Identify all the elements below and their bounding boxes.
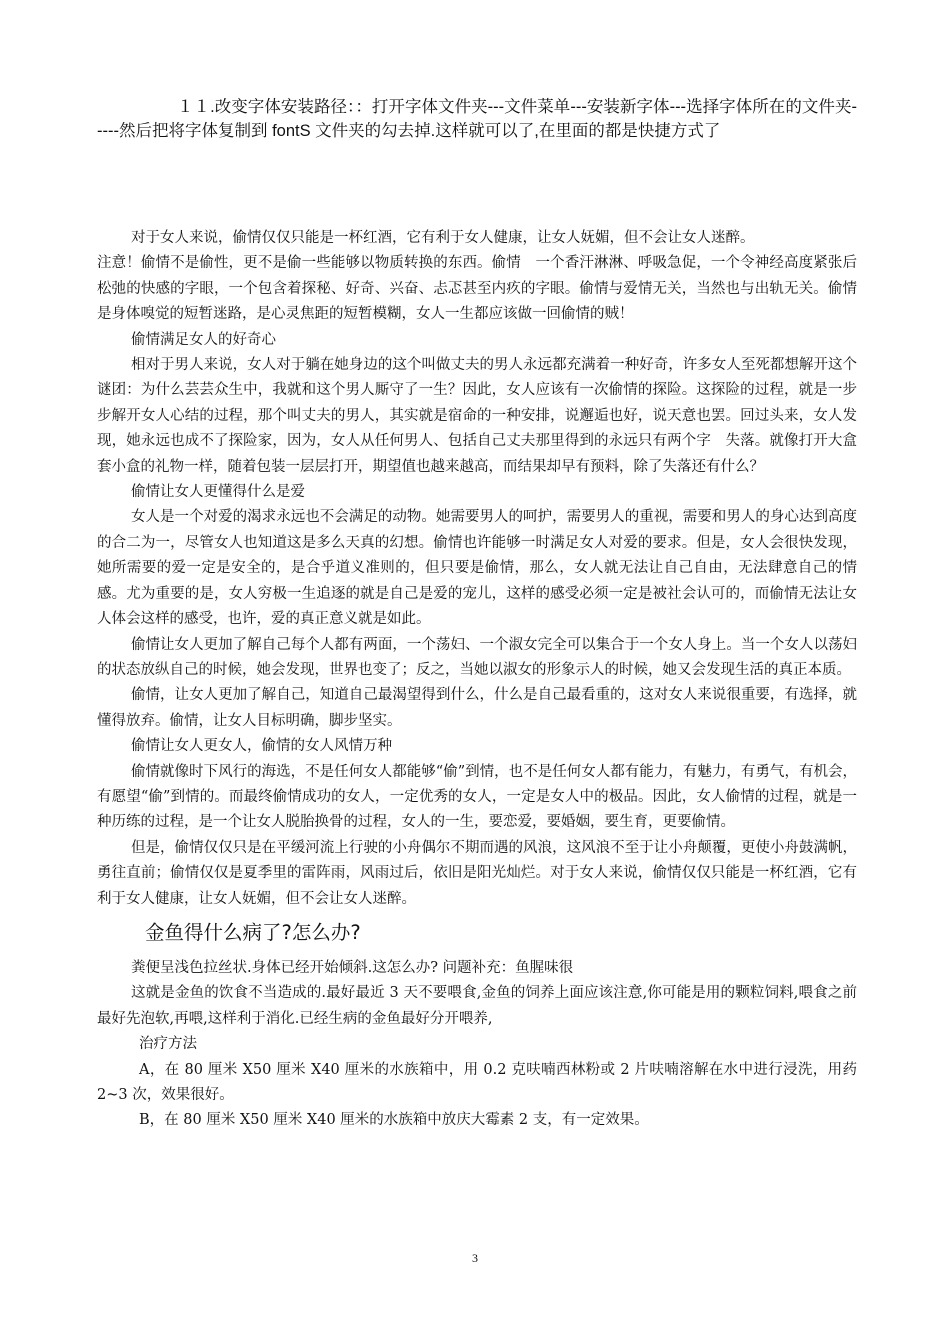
goldfish-title: 金鱼得什么病了?怎么办? — [145, 920, 361, 944]
paragraph-curiosity: 相对于男人来说，女人对于躺在她身边的这个叫做丈夫的男人永远都充满着一种好奇，许多女人至死都想解开这个谜团：为什么芸芸众生中，我就和这个男人厮守了一生？因此，女人应该有一次偷情的探险。这探险的过程，就是一步步解开女人心结的过程，那个叫丈夫的男人，其实就是宿命的一种安排，说邂逅也好，说天意也罢。回过头来，女人发现，她永远也成不了探险家，因为，女人从任何男人、包括自己丈夫那里得到的永远只有两个字 失落。就像打开大盒套小盒的礼物一样，随着包装一层层打开，期望值也越来越高，而结果却早有预料，除了失落还有什么？ — [97, 357, 857, 475]
treatment-item-b: B，在 80 厘米 X50 厘米 X40 厘米的水族箱中放庆大霉素 2 支，有一定效果。 — [139, 1112, 649, 1129]
paragraph-opening: 对于女人来说，偷情仅仅只能是一杯红酒，它有利于女人健康，让女人妩媚，但不会让女人迷醉。 — [131, 230, 755, 246]
paragraph-self-knowledge: 偷情，让女人更加了解自己，知道自己最渴望得到什么，什么是自己最看重的，这对女人来说很重要，有选择，就懂得放弃。偷情，让女人目标明确，脚步坚实。 — [97, 687, 857, 729]
section-heading-love: 偷情让女人更懂得什么是爱 — [131, 484, 305, 501]
goldfish-answer: 这就是金鱼的饮食不当造成的.最好最近 3 天不要喂食,金鱼的饲养上面应该注意,你可能是用的颗粒饲料,喂食之前最好先泡软,再喂,这样利于消化.已经生病的金鱼最好分开喂养, — [97, 985, 857, 1027]
paragraph-two-sides: 偷情让女人更加了解自己每个人都有两面，一个荡妇、一个淑女完全可以集合于一个女人身上。当一个女人以荡妇的状态放纵自己的时候，她会发现，世界也变了；反之，当她以淑女的形象示人的时候，她又会发现生活的真正本质。 — [97, 636, 857, 678]
page-number: 3 — [472, 1251, 478, 1265]
article-body — [97, 226, 857, 1134]
section-heading-curiosity: 偷情满足女人的好奇心 — [131, 331, 276, 348]
paragraph-love: 女人是一个对爱的渴求永远也不会满足的动物。她需要男人的呵护，需要男人的重视，需要和男人的身心达到高度的合二为一，尽管女人也知道这是多么天真的幻想。偷情也许能够一时满足女人对爱的要求。但是，女人会很快发现，她所需要的爱一定是安全的，是合乎道义准则的，但只要是偷情，那么，女人就无法让自己自由，无法肆意自己的情感。尤为重要的是，女人穷极一生追逐的就是自己是爱的宠儿，这样的感受必须一定是被社会认可的，而偷情无法让女人体会这样的感受，也许，爱的真正意义就是如此。 — [97, 509, 857, 628]
treatment-item-a: A，在 80 厘米 X50 厘米 X40 厘米的水族箱中，用 0.2 克呋喃西林粉或 2 片呋喃溶解在水中进行浸洗，用药 2~3 次，效果很好。 — [97, 1061, 857, 1103]
treatment-heading: 治疗方法 — [139, 1036, 197, 1053]
intro-paragraph: １１.改变字体安装路径：：打开字体文件夹---文件菜单---安装新字体---选择字体所在的文件夹-----然后把将字体复制到 fontS 文件夹的勾去掉.这样就可以了,在里面的都是快捷方式了 — [97, 98, 857, 140]
paragraph-definition: 注意！偷情不是偷性，更不是偷一些能够以物质转换的东西。偷情 一个香汗淋淋、呼吸急促，一个令神经高度紧张后松弛的快感的字眼，一个包含着探秘、好奇、兴奋、忐忑甚至内疚的字眼。偷情与爱情无关，当然也与出轨无关。偷情是身体嗅觉的短暂迷路，是心灵焦距的短暂模糊，女人一生都应该做一回偷情的贼！ — [97, 255, 857, 323]
section-heading-charm: 偷情让女人更女人，偷情的女人风情万种 — [131, 738, 392, 755]
paragraph-charm: 偷情就像时下风行的海选，不是任何女人都能够“偷”到情，也不是任何女人都有能力，有魅力，有勇气，有机会，有愿望“偷”到情的。而最终偷情成功的女人，一定优秀的女人，一定是女人中的极品。因此，女人偷情的过程，就是一种历练的过程，是一个让女人脱胎换骨的过程，女人的一生，要恋爱，要婚姻，要生育，更要偷情。 — [97, 763, 857, 831]
goldfish-question: 粪便呈浅色拉丝状.身体已经开始倾斜.这怎么办? 问题补充：鱼腥味很 — [131, 959, 574, 976]
paragraph-conclusion: 但是，偷情仅仅只是在平缓河流上行驶的小舟偶尔不期而遇的风浪，这风浪不至于让小舟颠覆，更使小舟鼓满帆，勇往直前；偷情仅仅是夏季里的雷阵雨，风雨过后，依旧是阳光灿烂。对于女人来说，偷情仅仅只能是一杯红酒，它有利于女人健康，让女人妩媚，但不会让女人迷醉。 — [97, 839, 857, 907]
